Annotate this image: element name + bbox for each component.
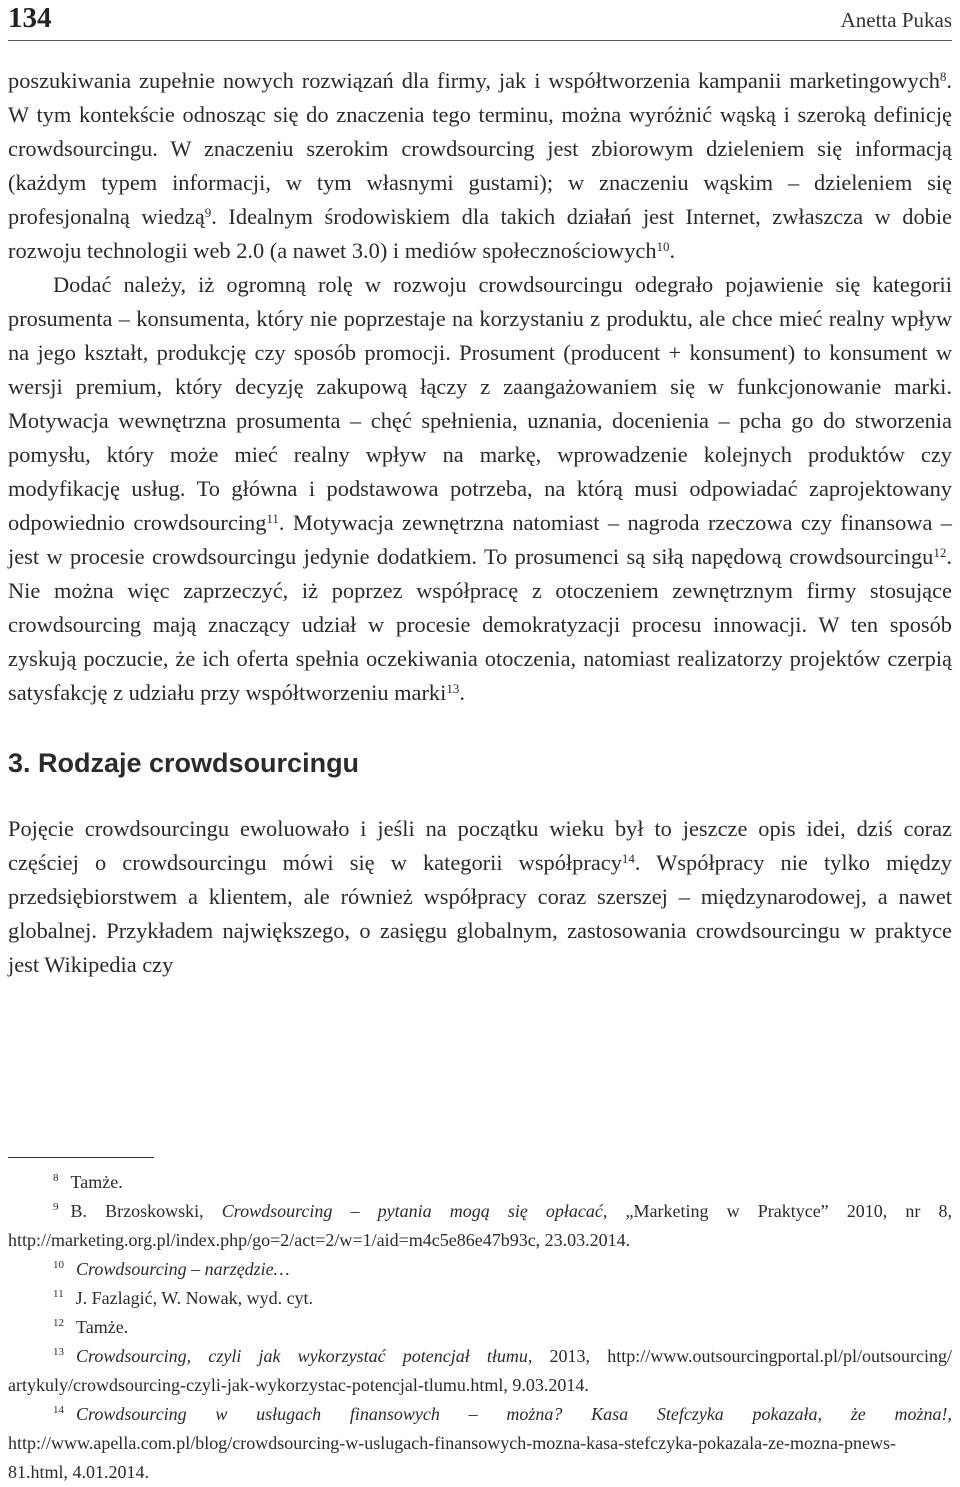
footnote-item (8, 1168, 952, 1197)
footnote-ref[interactable]: 8 (939, 68, 947, 84)
footnote-number: 10 (53, 1259, 64, 1271)
footnote-separator (8, 1157, 154, 1158)
footnote-number: 12 (53, 1317, 64, 1329)
footnotes (8, 1157, 952, 1487)
section-heading: 3. Rodzaje crowdsourcingu (8, 748, 360, 778)
paragraph (8, 812, 952, 982)
text-run: . Idealnym środowiskiem dla takich działań jest Internet, zwłaszcza w dobie rozwoju technologii web 2.0 (a nawet 3.0) i mediów społecznościowych (8, 204, 952, 263)
paragraph (8, 268, 952, 710)
footnote-ref[interactable]: 12 (933, 544, 947, 560)
footnote-ref[interactable]: 14 (621, 850, 635, 866)
footnote-item (8, 1400, 952, 1487)
footnote-number: 13 (53, 1346, 64, 1358)
footnote-title: Crowdsourcing – narzędzie… (76, 1259, 290, 1279)
footnote-item (8, 1342, 952, 1400)
text-run: . Motywacja zewnętrzna natomiast – nagroda rzeczowa czy finansowa – jest w procesie crowdsourcingu jedynie dodatkiem. To prosumenci są siłą napędową crowdsourcingu (8, 510, 952, 569)
footnote-text[interactable]: , http://www.apella.com.pl/blog/crowdsourcing-w-uslugach-finansowych-mozna-kasa-stefczyka-pokazala-ze-mozna-pnews-81.html, 4.01.2014. (8, 1404, 952, 1482)
main-text (8, 64, 952, 982)
footnote-ref[interactable]: 11 (266, 510, 279, 526)
footnote-item (8, 1284, 952, 1313)
footnote-title: Crowdsourcing w usługach finansowych – można? Kasa Stefczyka pokazała, że można! (76, 1404, 948, 1424)
footnote-text: J. Fazlagić, W. Nowak, wyd. cyt. (75, 1288, 314, 1308)
footnote-text: Tamże. (70, 1172, 123, 1192)
text-run: . (459, 680, 465, 705)
footnote-text[interactable]: , „Marketing w Praktyce” 2010, nr 8, http://marketing.org.pl/index.php/go=2/act=2/w=1/aid=m4c5e86e47b93c, 23.03.2014. (8, 1201, 952, 1250)
text-run: poszukiwania zupełnie nowych rozwiązań dla firmy, jak i współtworzenia kampanii marketingowych (8, 68, 940, 93)
footnote-item (8, 1313, 952, 1342)
footnote-item (8, 1255, 952, 1284)
text-run: Dodać należy, iż ogromną rolę w rozwoju crowdsourcingu odegrało pojawienie się kategorii prosumenta – konsumenta, który nie poprzestaje na korzystaniu z produktu, ale chce mieć realny wpływ na jego kształt, produkcję czy sposób promocji. Prosument (producent + konsument) to konsument w wersji premium, który decyzję zakupową łączy z zaangażowaniem się w funkcjonowanie marki. Motywacja wewnętrzna prosumenta – chęć spełnienia, uznania, docenienia – pcha go do stworzenia pomysłu, który może mieć realny wpływ na markę, wprowadzenie kolejnych produktów czy modyfikację usług. To główna i podstawowa potrzeba, na którą musi odpowiadać zaprojektowany odpowiednio crowdsourcing (8, 272, 952, 535)
page-number: 134 (8, 2, 52, 34)
text-run: . Nie można więc zaprzeczyć, iż poprzez współpracę z otoczeniem zewnętrznym firmy stosujące crowdsourcing mają znaczący udział w procesie demokratyzacji procesu innowacji. W ten sposób zyskują poczucie, że ich oferta spełnia oczekiwania otoczenia, natomiast realizatorzy projektów czerpią satysfakcję z udziału przy współtworzeniu marki (8, 544, 952, 705)
footnote-ref[interactable]: 13 (446, 680, 460, 696)
page-header (8, 0, 952, 41)
footnote-number: 14 (53, 1404, 64, 1416)
footnote-number: 8 (53, 1172, 59, 1184)
text-run: . (669, 238, 676, 263)
paragraph (8, 64, 952, 268)
footnote-text: Tamże. (76, 1317, 129, 1337)
footnote-number: 11 (53, 1288, 64, 1300)
footnote-title: Crowdsourcing – pytania mogą się opłacać (221, 1201, 603, 1221)
text-run: . W tym kontekście odnosząc się do znaczenia tego terminu, można wyróżnić wąską i szeroką definicję crowdsourcingu. W znaczeniu szerokim crowdsourcing jest zbiorowym dzieleniem się informacją (każdym typem informacji, w tym własnymi gustami); w znaczeniu wąskim – dzieleniem się profesjonalną wiedzą (8, 68, 952, 229)
footnote-title: Crowdsourcing, czyli jak wykorzystać potencjał tłumu (76, 1346, 528, 1366)
footnote-text: B. Brzoskowski, (70, 1201, 222, 1221)
footnote-item (8, 1197, 952, 1255)
footnote-ref[interactable]: 9 (204, 204, 212, 220)
footnote-number: 9 (53, 1201, 59, 1213)
running-head-author: Anetta Pukas (840, 8, 952, 32)
text-run: Pojęcie crowdsourcingu ewoluowało i jeśli na początku wieku był to jeszcze opis idei, dziś coraz częściej o crowdsourcingu mówi się w kategorii współpracy (8, 816, 952, 875)
footnote-text[interactable]: , 2013, http://www.outsourcingportal.pl/pl/outsourcing/ artykuly/crowdsourcing-czyli-jak-wykorzystac-potencjal-tlumu.html, 9.03.2014. (8, 1346, 952, 1395)
text-run: . Współpracy nie tylko między przedsiębiorstwem a klientem, ale również współpracy coraz szerszej – międzynarodowej, a nawet globalnej. Przykładem największego, o zasięgu globalnym, zastosowania crowdsourcingu w praktyce jest Wikipedia czy (8, 850, 952, 977)
footnote-ref[interactable]: 10 (656, 238, 670, 254)
